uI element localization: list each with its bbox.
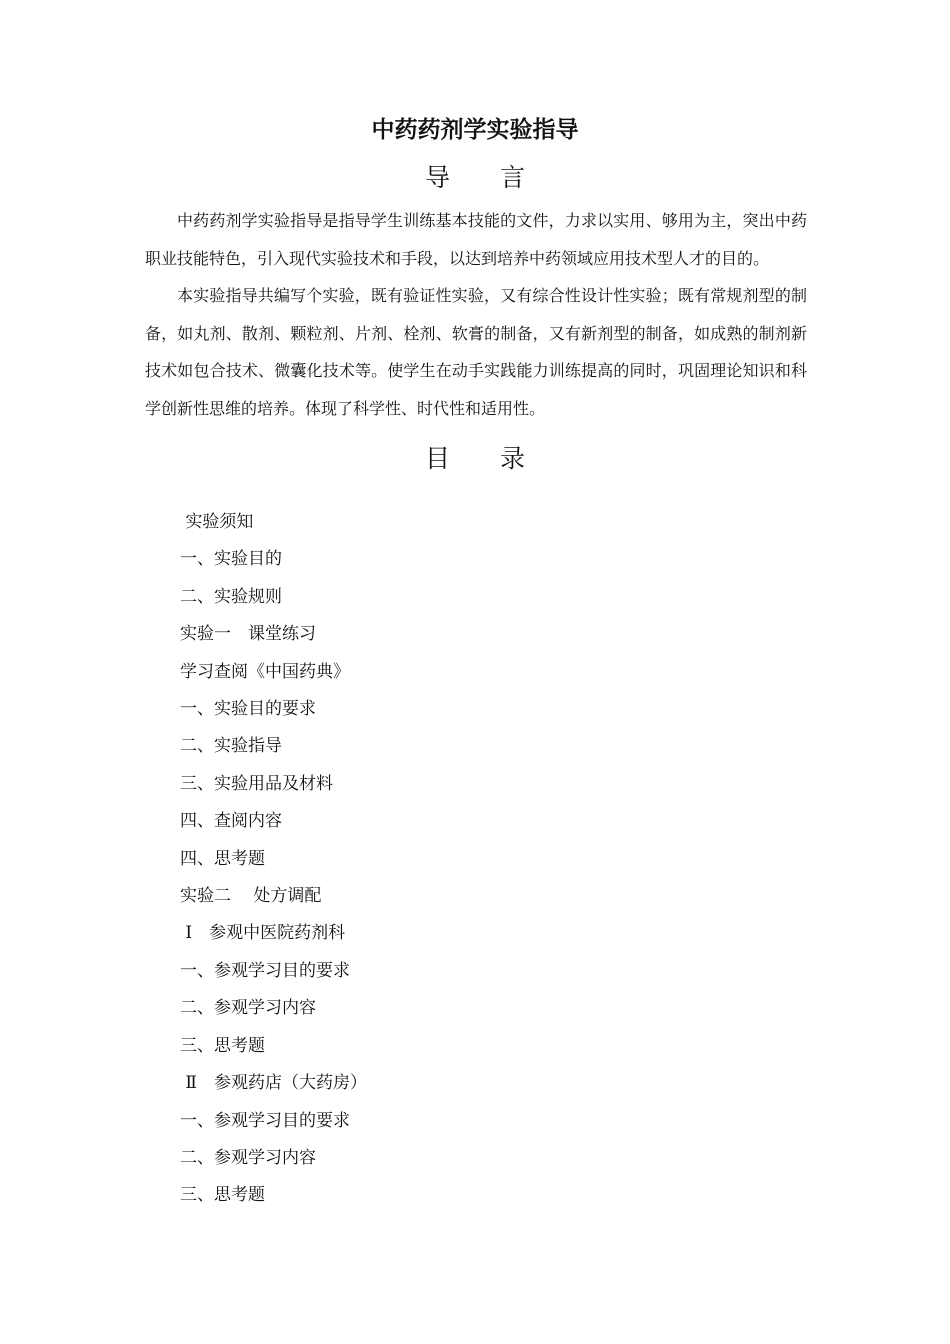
table-of-contents [180, 504, 367, 1215]
toc-item: 四、思考题 [180, 848, 265, 869]
toc-item: 三、思考题 [180, 1035, 265, 1056]
toc-item: Ⅰ 参观中医院药剂科 [180, 923, 346, 944]
toc-item: 四、查阅内容 [180, 811, 282, 832]
intro-section [145, 202, 807, 427]
toc-item: 一、实验目的要求 [180, 699, 316, 720]
toc-item: 三、思考题 [180, 1185, 265, 1206]
intro-paragraph: 中药药剂学实验指导是指导学生训练基本技能的文件，力求以实用、够用为主，突出中药职业技能特色，引入现代实验技术和手段，以达到培养中药领域应用技术型人才的目的。 [145, 211, 807, 268]
toc-heading: 目 录 [424, 444, 525, 473]
toc-item: 二、参观学习内容 [180, 998, 316, 1019]
toc-item: 一、参观学习目的要求 [180, 960, 350, 981]
toc-item: 二、参观学习内容 [180, 1147, 316, 1168]
toc-item: 实验一 课堂练习 [180, 624, 316, 645]
toc-item: 二、实验规则 [180, 586, 282, 607]
intro-heading: 导 言 [424, 163, 525, 192]
toc-item: 学习查阅《中国药典》 [180, 661, 350, 682]
toc-item: 二、实验指导 [180, 736, 282, 757]
toc-item: Ⅱ 参观药店（大药房） [180, 1073, 367, 1094]
toc-item: 一、参观学习目的要求 [180, 1110, 350, 1131]
toc-item: 实验须知 [180, 512, 254, 532]
document-title: 中药药剂学实验指导 [371, 117, 579, 143]
toc-item: 三、实验用品及材料 [180, 773, 333, 794]
intro-paragraph: 本实验指导共编写个实验，既有验证性实验，又有综合性设计性实验；既有常规剂型的制备，如丸剂、散剂、颗粒剂、片剂、栓剂、软膏的制备，又有新剂型的制备，如成熟的制剂新技术如包合技术、微囊化技术等。使学生在动手实践能力训练提高的同时，巩固理论知识和科学创新性思维的培养。体现了科学性、时代性和适用性。 [145, 286, 807, 418]
toc-item: 实验二 处方调配 [180, 886, 322, 907]
toc-item: 一、实验目的 [180, 549, 282, 570]
